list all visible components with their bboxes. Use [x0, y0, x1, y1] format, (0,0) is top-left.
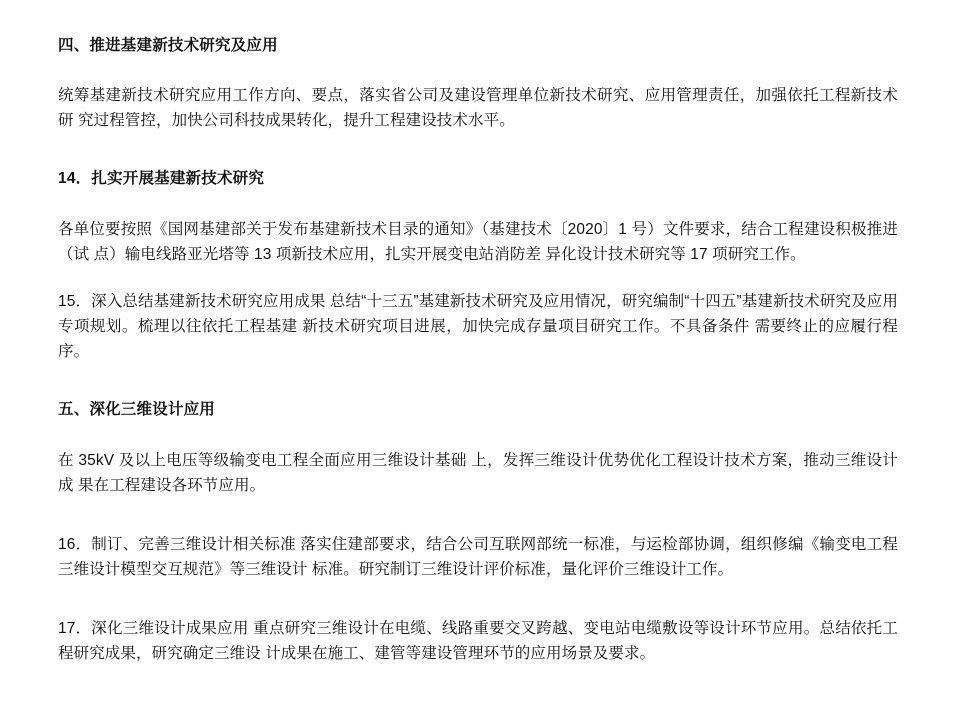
item-16-paragraph: 16．制订、完善三维设计相关标准 落实住建部要求，结合公司互联网部统一标准，与运检部协调，组织修编《输变电工程三维设计模型交互规范》等三维设计 标准。研究制订三维设计评价标准，量化评价三维设计工作。 — [58, 535, 898, 578]
spacer — [58, 191, 898, 217]
section-heading-four: 四、推进基建新技术研究及应用 — [58, 37, 278, 54]
spacer — [58, 582, 898, 616]
spacer — [58, 57, 898, 83]
item-17-paragraph: 17．深化三维设计成果应用 重点研究三维设计在电缆、线路重要交叉跨越、变电站电缆敷设等设计环节应用。总结依托工程研究成果，研究确定三维设 计成果在施工、建管等建设管理环节的应用场景及要求。 — [58, 619, 898, 663]
item-14-paragraph: 各单位要按照《国网基建部关于发布基建新技术目录的通知》（基建技术〔2020〕1 号）文件要求，结合工程建设积极推进（试 点）输电线路亚光塔等 13 项新技术应用，扎实开展变电站消防差 异化设计技术研究等 17 项研究工作。 — [58, 220, 898, 263]
spacer — [58, 422, 898, 448]
section-four-intro-paragraph: 统筹基建新技术研究应用工作方向、要点，落实省公司及建设管理单位新技术研究、应用管理责任，加强依托工程新技术研 究过程管控，加快公司科技成果转化，提升工程建设技术水平。 — [58, 87, 898, 130]
document-body — [58, 34, 898, 666]
spacer — [58, 498, 898, 532]
spacer — [58, 133, 898, 167]
section-five-intro-paragraph: 在 35kV 及以上电压等级输变电工程全面应用三维设计基础 上，发挥三维设计优势优化工程设计技术方案，推动三维设计成 果在工程建设各环节应用。 — [58, 451, 898, 494]
item-15-paragraph: 15．深入总结基建新技术研究应用成果 总结“十三五”基建新技术研究及应用情况，研究编制“十四五”基建新技术研究及应用专项规划。梳理以往依托工程基建 新技术研究项目进展，加快完成存量项目研究工作。不具备条件 需要终止的应履行程序。 — [58, 292, 898, 361]
spacer — [58, 364, 898, 398]
item-14-heading: 14．扎实开展基建新技术研究 — [58, 170, 265, 188]
spacer — [58, 267, 898, 289]
section-heading-five: 五、深化三维设计应用 — [58, 401, 216, 419]
